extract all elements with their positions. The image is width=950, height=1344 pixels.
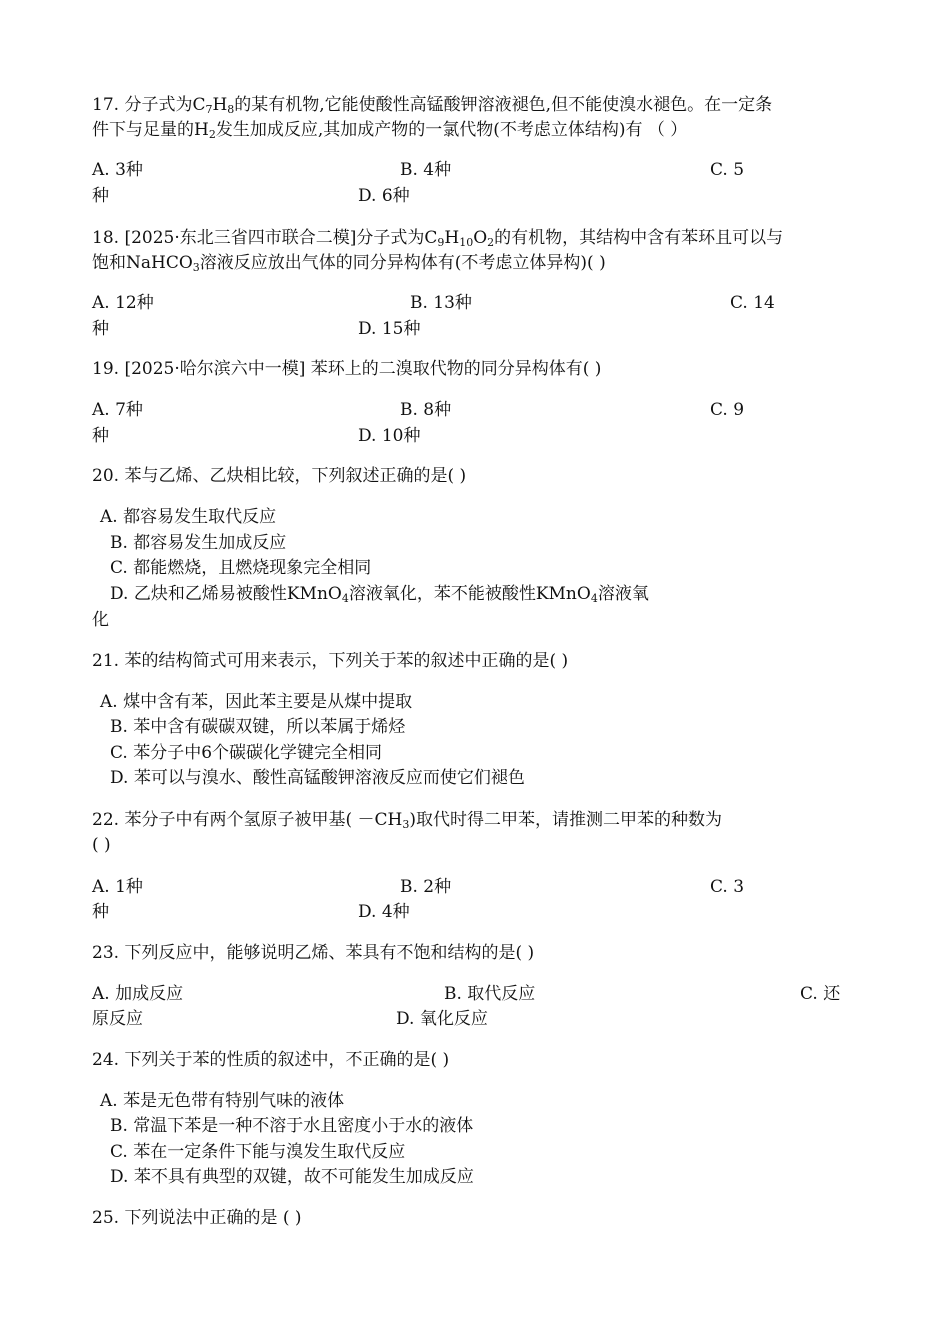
- q19-stem: 19. [2025·哈尔滨六中一模] 苯环上的二溴取代物的同分异构体有( ): [92, 359, 602, 379]
- q19-option-c: C. 9: [710, 400, 745, 420]
- q17-option-b: B. 4种: [400, 160, 452, 180]
- q22-option-c: C. 3: [710, 877, 745, 897]
- q18-option-c: C. 14: [730, 293, 775, 313]
- q21-option-a: A. 煤中含有苯，因此苯主要是从煤中提取: [100, 692, 413, 712]
- q21-option-b: B. 苯中含有碳碳双键，所以苯属于烯烃: [110, 717, 406, 737]
- q22-option-a: A. 1种: [92, 877, 143, 897]
- q17-stem-line1: 17. 分子式为$C_7H_8$的某有机物,它能使酸性高锰酸钾溶液褪色,但不能使溴水褪色。在一定条: [92, 95, 773, 116]
- q17-option-c-wrap: 种: [92, 186, 109, 206]
- q21-option-c: C. 苯分子中6个碳碳化学键完全相同: [110, 743, 383, 763]
- q20-option-d: D. 乙炔和乙烯易被酸性KMnO$_4$溶液氧化，苯不能被酸性KMnO$_4$溶液氧: [110, 584, 649, 605]
- q20-option-d-wrap: 化: [92, 610, 109, 630]
- q23-option-c: C. 还: [800, 984, 841, 1004]
- q17-option-a: A. 3种: [92, 160, 143, 180]
- q19-option-b: B. 8种: [400, 400, 452, 420]
- q18-stem-line1: 18. [2025·东北三省四市联合二模]分子式为$C_9H_{10}O_2$的有机物，其结构中含有苯环且可以与: [92, 228, 784, 249]
- q20-option-a: A. 都容易发生取代反应: [100, 507, 277, 527]
- q23-option-d: D. 氧化反应: [396, 1009, 488, 1029]
- q19-option-a: A. 7种: [92, 400, 143, 420]
- q19-option-d: D. 10种: [358, 426, 421, 446]
- q21-stem: 21. 苯的结构简式可用来表示，下列关于苯的叙述中正确的是( ): [92, 651, 569, 671]
- q17-option-d: D. 6种: [358, 186, 410, 206]
- q22-stem-line2: ( ): [92, 835, 111, 855]
- q23-option-c-wrap: 原反应: [92, 1009, 143, 1029]
- q24-option-c: C. 苯在一定条件下能与溴发生取代反应: [110, 1142, 406, 1162]
- q20-option-b: B. 都容易发生加成反应: [110, 533, 287, 553]
- q25-stem: 25. 下列说法中正确的是 ( ): [92, 1208, 302, 1228]
- q17-option-c: C. 5: [710, 160, 745, 180]
- q18-option-c-wrap: 种: [92, 319, 109, 339]
- q24-stem: 24. 下列关于苯的性质的叙述中，不正确的是( ): [92, 1050, 450, 1070]
- q23-stem: 23. 下列反应中，能够说明乙烯、苯具有不饱和结构的是( ): [92, 943, 535, 963]
- q18-option-a: A. 12种: [92, 293, 154, 313]
- q24-option-d: D. 苯不具有典型的双键，故不可能发生加成反应: [110, 1167, 474, 1187]
- q24-option-a: A. 苯是无色带有特别气味的液体: [100, 1091, 345, 1111]
- q18-option-d: D. 15种: [358, 319, 421, 339]
- q22-option-b: B. 2种: [400, 877, 452, 897]
- q20-option-c: C. 都能燃烧，且燃烧现象完全相同: [110, 558, 372, 578]
- q22-stem-line1: 22. 苯分子中有两个氢原子被甲基( $-CH_3$)取代时得二甲苯，请推测二甲苯的种数为: [92, 810, 722, 831]
- q21-option-d: D. 苯可以与溴水、酸性高锰酸钾溶液反应而使它们褪色: [110, 768, 525, 788]
- q19-option-c-wrap: 种: [92, 426, 109, 446]
- q18-stem-line2: 饱和NaHCO$_3$溶液反应放出气体的同分异构体有(不考虑立体异构)( ): [92, 253, 606, 274]
- q23-option-b: B. 取代反应: [444, 984, 536, 1004]
- q23-option-a: A. 加成反应: [92, 984, 184, 1004]
- q18-option-b: B. 13种: [410, 293, 472, 313]
- q20-stem: 20. 苯与乙烯、乙炔相比较，下列叙述正确的是( ): [92, 466, 467, 486]
- q17-stem-line2: 件下与足量的$H_2$发生加成反应,其加成产物的一氯代物(不考虑立体结构)有 （ ）: [92, 120, 688, 141]
- q22-option-c-wrap: 种: [92, 902, 109, 922]
- q22-option-d: D. 4种: [358, 902, 410, 922]
- q24-option-b: B. 常温下苯是一种不溶于水且密度小于水的液体: [110, 1116, 474, 1136]
